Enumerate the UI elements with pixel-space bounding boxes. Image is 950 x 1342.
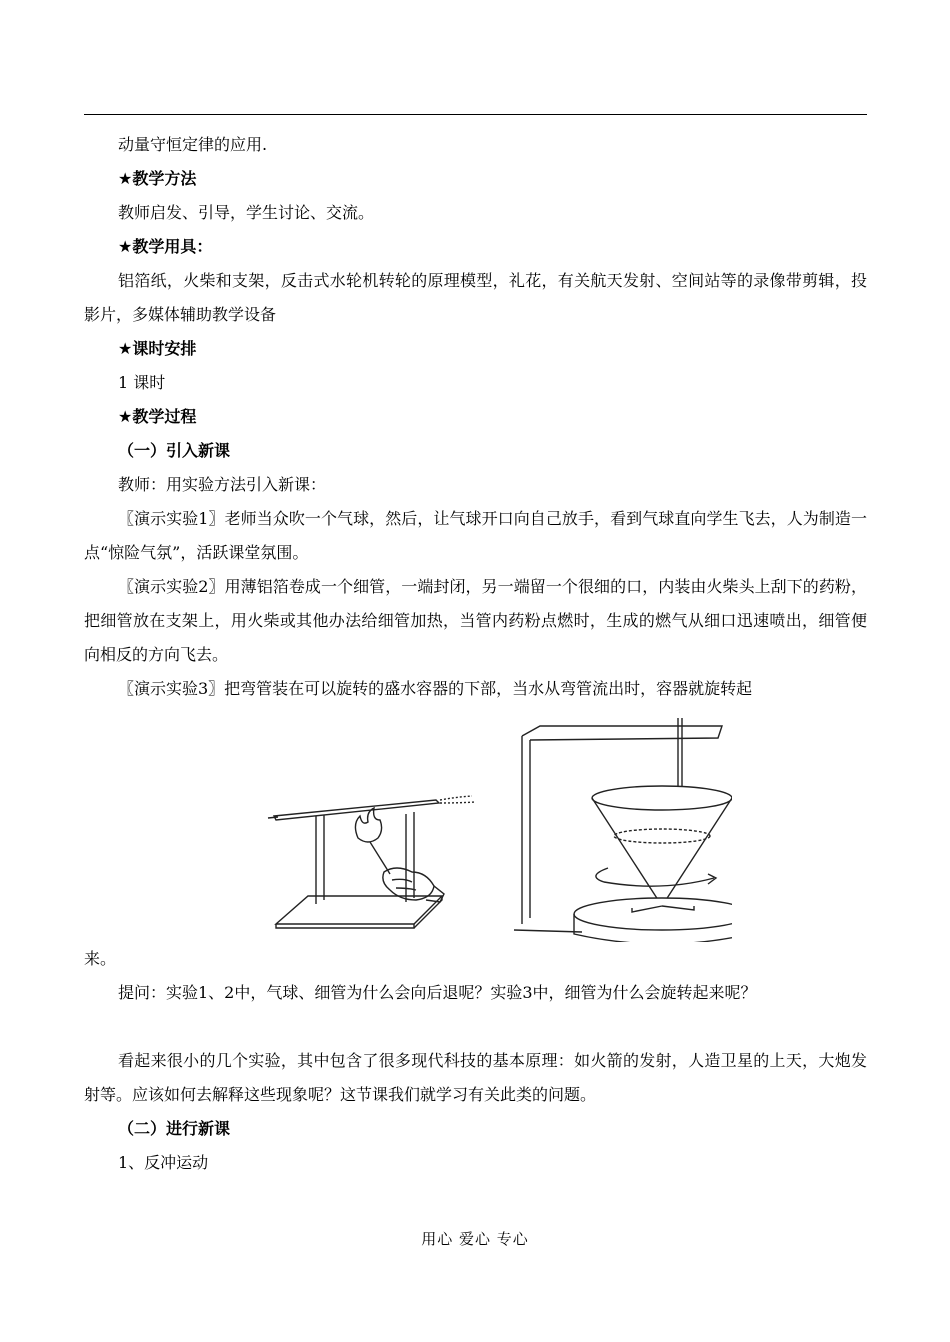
paragraph: 教师：用实验方法引入新课：: [118, 475, 327, 494]
section-heading-process: ★教学过程: [118, 407, 197, 426]
paragraph-question: 提问：实验1、2中，气球、细管为什么会向后退呢？实验3中，细管为什么会旋转起来呢？: [118, 983, 757, 1002]
paragraph-experiment-2: 〖演示实验2〗用薄铝箔卷成一个细管，一端封闭，另一端留一个很细的口，内装由火柴头上刮下的药粉，把细管放在支架上，用火柴或其他办法给细管加热，当管内药粉点燃时，生成的燃气从细口迅速喷出，细管便向相反的方向飞去。: [84, 577, 867, 664]
paragraph: 1 课时: [118, 373, 166, 392]
paragraph: 动量守恒定律的应用.: [118, 135, 268, 154]
paragraph-experiment-3: 〖演示实验3〗把弯管装在可以旋转的盛水容器的下部，当水从弯管流出时，容器就旋转起: [118, 679, 753, 698]
figures: [84, 706, 867, 942]
page-footer: 用心 爱心 专心: [421, 1230, 529, 1248]
blank-line: [84, 1010, 867, 1044]
paragraph: 教师启发、引导，学生讨论、交流。: [118, 203, 375, 222]
figure-rotating-container: [512, 706, 732, 942]
section-heading-time: ★课时安排: [118, 339, 197, 358]
section-heading-method: ★教学方法: [118, 169, 197, 188]
subheading-intro: （一）引入新课: [118, 441, 231, 460]
paragraph-experiment-3-end: 来。: [84, 949, 117, 968]
header-rule: [84, 114, 867, 115]
page-content: [84, 128, 867, 1180]
paragraph-explanation: 看起来很小的几个实验，其中包含了很多现代科技的基本原理：如火箭的发射，人造卫星的上天，大炮发射等。应该如何去解释这些现象呢？这节课我们就学习有关此类的问题。: [84, 1051, 867, 1104]
figure-tube-on-stand: [266, 776, 526, 936]
paragraph-item-1: 1、反冲运动: [118, 1153, 209, 1172]
subheading-new-lesson: （二）进行新课: [118, 1119, 231, 1138]
section-heading-tools: ★教学用具：: [118, 237, 213, 256]
paragraph: 铝箔纸，火柴和支架，反击式水轮机转轮的原理模型，礼花，有关航天发射、空间站等的录像带剪辑，投影片，多媒体辅助教学设备: [84, 271, 867, 324]
paragraph-experiment-1: 〖演示实验1〗老师当众吹一个气球，然后，让气球开口向自己放手，看到气球直向学生飞去，人为制造一点“惊险气氛”，活跃课堂氛围。: [84, 509, 867, 562]
